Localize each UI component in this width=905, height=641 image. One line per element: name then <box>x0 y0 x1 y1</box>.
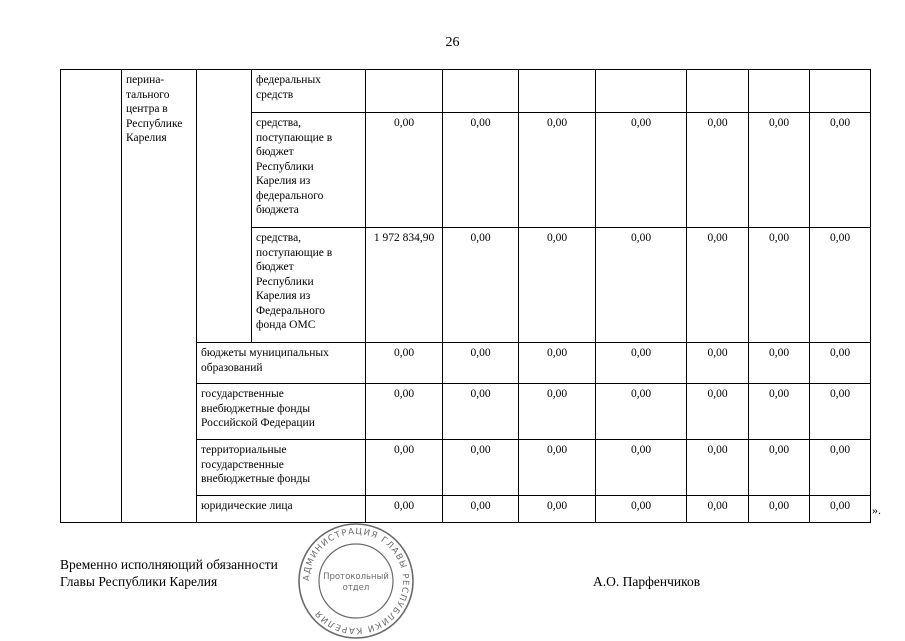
amount-cell: 0,00 <box>687 384 749 440</box>
amount-cell: 0,00 <box>519 113 596 228</box>
table-row <box>61 70 871 113</box>
funding-source-cell: средства, поступающие в бюджет Республики Карелия из Федерального фонда ОМС <box>252 228 366 343</box>
amount-cell: 0,00 <box>810 228 871 343</box>
amount-cell: 0,00 <box>596 343 687 384</box>
funding-table <box>60 69 871 523</box>
svg-text:Протокольный: Протокольный <box>323 572 389 582</box>
amount-cell <box>749 70 810 113</box>
amount-cell: 0,00 <box>596 440 687 496</box>
amount-cell: 0,00 <box>519 440 596 496</box>
amount-cell: 0,00 <box>366 343 443 384</box>
amount-cell <box>596 70 687 113</box>
amount-cell: 0,00 <box>749 440 810 496</box>
amount-cell: 0,00 <box>810 496 871 523</box>
empty-source-group-cell <box>197 70 252 343</box>
amount-cell: 0,00 <box>687 496 749 523</box>
amount-cell: 0,00 <box>596 228 687 343</box>
program-name-cell: перина- тального центра в Республике Карелия <box>122 70 197 523</box>
empty-number-cell <box>61 70 122 523</box>
amount-cell: 0,00 <box>519 384 596 440</box>
amount-cell: 0,00 <box>443 496 519 523</box>
amount-cell <box>687 70 749 113</box>
amount-cell: 0,00 <box>810 440 871 496</box>
amount-cell: 0,00 <box>519 228 596 343</box>
funding-source-cell: государственные внебюджетные фонды Российской Федерации <box>197 384 366 440</box>
amount-cell: 0,00 <box>687 113 749 228</box>
amount-cell: 0,00 <box>443 440 519 496</box>
signer-position: Временно исполняющий обязанности Главы Республики Карелия <box>60 557 278 589</box>
svg-text:АДМИНИСТРАЦИЯ ГЛАВЫ РЕСПУБЛИКИ: АДМИНИСТРАЦИЯ ГЛАВЫ РЕСПУБЛИКИ КАРЕЛИЯ <box>301 526 411 636</box>
amount-cell: 0,00 <box>749 496 810 523</box>
funding-source-cell: юридические лица <box>197 496 366 523</box>
amount-cell: 1 972 834,90 <box>366 228 443 343</box>
amount-cell: 0,00 <box>810 343 871 384</box>
amount-cell: 0,00 <box>596 496 687 523</box>
stamp-seal <box>296 521 416 641</box>
amount-cell <box>810 70 871 113</box>
amount-cell: 0,00 <box>749 343 810 384</box>
funding-source-cell: федеральных средств <box>252 70 366 113</box>
amount-cell: 0,00 <box>519 343 596 384</box>
amount-cell: 0,00 <box>443 384 519 440</box>
amount-cell: 0,00 <box>443 113 519 228</box>
amount-cell: 0,00 <box>687 343 749 384</box>
amount-cell: 0,00 <box>749 228 810 343</box>
amount-cell: 0,00 <box>366 440 443 496</box>
amount-cell: 0,00 <box>810 384 871 440</box>
amount-cell: 0,00 <box>749 384 810 440</box>
signer-name: А.О. Парфенчиков <box>593 574 701 589</box>
amount-cell: 0,00 <box>519 496 596 523</box>
amount-cell: 0,00 <box>810 113 871 228</box>
amount-cell: 0,00 <box>596 113 687 228</box>
page-number: 26 <box>445 35 460 50</box>
funding-source-cell: территориальные государственные внебюджетные фонды <box>197 440 366 496</box>
amount-cell <box>366 70 443 113</box>
amount-cell: 0,00 <box>749 113 810 228</box>
funding-source-cell: средства, поступающие в бюджет Республики Карелия из федерального бюджета <box>252 113 366 228</box>
amount-cell: 0,00 <box>687 228 749 343</box>
amount-cell: 0,00 <box>443 343 519 384</box>
amount-cell: 0,00 <box>366 113 443 228</box>
amount-cell <box>443 70 519 113</box>
amount-cell: 0,00 <box>687 440 749 496</box>
amount-cell: 0,00 <box>366 384 443 440</box>
amount-cell: 0,00 <box>443 228 519 343</box>
amount-cell <box>519 70 596 113</box>
funding-source-cell: бюджеты муниципальных образований <box>197 343 366 384</box>
amount-cell: 0,00 <box>596 384 687 440</box>
amount-cell: 0,00 <box>366 496 443 523</box>
closing-quote: ». <box>872 503 881 517</box>
svg-text:отдел: отдел <box>342 583 370 593</box>
